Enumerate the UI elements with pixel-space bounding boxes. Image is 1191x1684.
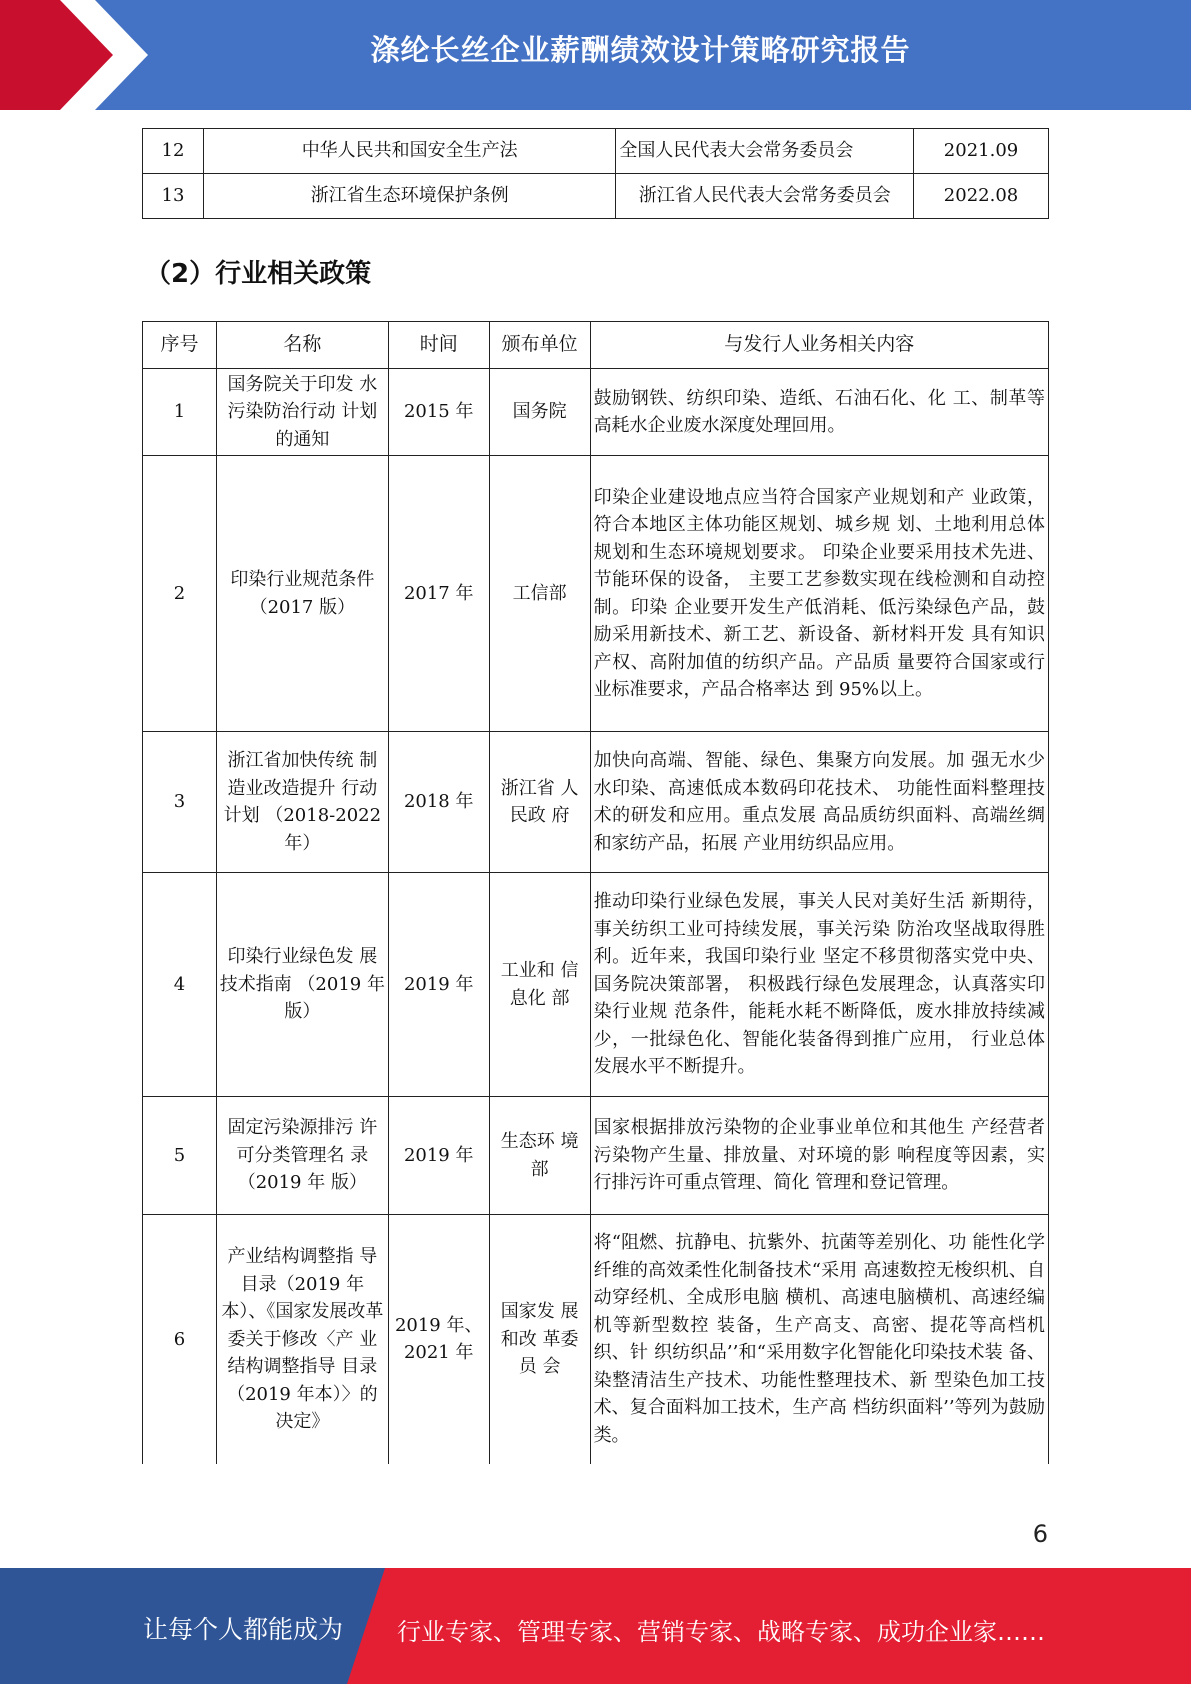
header-name: 名称 — [216, 322, 388, 369]
policy-name: 浙江省加快传统 制造业改造提升 行动计划 （2018-2022 年） — [216, 732, 388, 873]
row-number: 6 — [143, 1215, 217, 1464]
policy-time: 2017 年 — [388, 456, 489, 732]
page-footer — [0, 1568, 1191, 1684]
issuer: 全国人民代表大会常务委员会 — [616, 129, 914, 174]
policy-content: 将“阻燃、抗静电、抗紫外、抗菌等差别化、功 能性化学纤维的高效柔性化制备技术“采用 高速数控无梭织机、自动穿经机、全成形电脑 横机、高速电脑横机、高速经编机等新型数控 装备，生产高支、高密、提花等高档机织、针 织纺织品’’和“采用数字化智能化印染技术装 备、染整清洁生产技术、功能性整理技术、新 型染色加工技术、复合面料加工技术，生产高 档纺织面料’’等列为鼓励类。 — [590, 1215, 1048, 1464]
date: 2021.09 — [914, 129, 1049, 174]
header-no: 序号 — [143, 322, 217, 369]
policy-time: 2019 年 — [388, 1097, 489, 1215]
row-number: 3 — [143, 732, 217, 873]
law-table — [142, 128, 1049, 219]
policy-name: 印染行业规范条件（2017 版） — [216, 456, 388, 732]
table-row — [143, 732, 1049, 873]
table-header-row — [143, 322, 1049, 369]
row-number: 4 — [143, 873, 217, 1097]
policy-content: 推动印染行业绿色发展，事关人民对美好生活 新期待，事关纺织工业可持续发展，事关污染 防治攻坚战取得胜利。近年来，我国印染行业 坚定不移贯彻落实党中央、国务院决策部署， 积极践行绿色发展理念，认真落实印染行业规 范条件，能耗水耗不断降低，废水排放持续减 少，一批绿色化、智能化装备得到推广应用， 行业总体发展水平不断提升。 — [590, 873, 1048, 1097]
page-number: 6 — [1032, 1520, 1048, 1548]
policy-issuer: 工业和 信息化 部 — [489, 873, 590, 1097]
table-row — [143, 1215, 1049, 1464]
row-number: 13 — [143, 174, 204, 219]
policy-issuer: 浙江省 人民政 府 — [489, 732, 590, 873]
table-row — [143, 129, 1049, 174]
policy-issuer: 国家发 展和改 革委员 会 — [489, 1215, 590, 1464]
law-name: 中华人民共和国安全生产法 — [203, 129, 615, 174]
footer-slogan-right: 行业专家、管理专家、营销专家、战略专家、成功企业家…… — [397, 1618, 1045, 1646]
policy-time: 2015 年 — [388, 369, 489, 456]
row-number: 12 — [143, 129, 204, 174]
table-row — [143, 369, 1049, 456]
table-row — [143, 174, 1049, 219]
law-name: 浙江省生态环境保护条例 — [203, 174, 615, 219]
policy-time: 2019 年 — [388, 873, 489, 1097]
table-row — [143, 1097, 1049, 1215]
policy-name: 产业结构调整指 导目录（2019 年本）、《国家发展改革 委关于修改〈产 业结构调整指导 目录（2019 年本）〉的决定》 — [216, 1215, 388, 1464]
policy-name: 印染行业绿色发 展技术指南 （2019 年版） — [216, 873, 388, 1097]
policy-content: 国家根据排放污染物的企业事业单位和其他生 产经营者污染物产生量、排放量、对环境的影 响程度等因素，实行排污许可重点管理、简化 管理和登记管理。 — [590, 1097, 1048, 1215]
issuer: 浙江省人民代表大会常务委员会 — [616, 174, 914, 219]
policy-content: 印染企业建设地点应当符合国家产业规划和产 业政策，符合本地区主体功能区规划、城乡规 划、土地利用总体规划和生态环境规划要求。 印染企业要采用技术先进、节能环保的设备， 主要工艺参数实现在线检测和自动控制。印染 企业要开发生产低消耗、低污染绿色产品，鼓 励采用新技术、新工艺、新设备、新材料开发 具有知识产权、高附加值的纺织产品。产品质 量要符合国家或行业标准要求，产品合格率达 到 95%以上。 — [590, 456, 1048, 732]
policy-time: 2019 年、2021 年 — [388, 1215, 489, 1464]
chevron-arrow-icon — [0, 0, 160, 110]
policy-content: 加快向高端、智能、绿色、集聚方向发展。加 强无水少水印染、高速低成本数码印花技术、 功能性面料整理技术的研发和应用。重点发展 高品质纺织面料、高端丝绸和家纺产品，拓展 产业用纺织品应用。 — [590, 732, 1048, 873]
footer-slogan-left: 让每个人都能成为 — [143, 1615, 344, 1644]
row-number: 1 — [143, 369, 217, 456]
policy-issuer: 生态环 境部 — [489, 1097, 590, 1215]
row-number: 2 — [143, 456, 217, 732]
row-number: 5 — [143, 1097, 217, 1215]
header-content: 与发行人业务相关内容 — [590, 322, 1048, 369]
policy-time: 2018 年 — [388, 732, 489, 873]
table-row — [143, 456, 1049, 732]
policy-name: 国务院关于印发 水污染防治行动 计划的通知 — [216, 369, 388, 456]
policy-table — [142, 321, 1049, 1464]
policy-content: 鼓励钢铁、纺织印染、造纸、石油石化、化 工、制革等高耗水企业废水深度处理回用。 — [590, 369, 1048, 456]
section-heading: （2）行业相关政策 — [145, 259, 372, 289]
policy-issuer: 工信部 — [489, 456, 590, 732]
header-issuer: 颁布单位 — [489, 322, 590, 369]
policy-issuer: 国务院 — [489, 369, 590, 456]
table-row — [143, 873, 1049, 1097]
date: 2022.08 — [914, 174, 1049, 219]
policy-name: 固定污染源排污 许可分类管理名 录（2019 年 版） — [216, 1097, 388, 1215]
report-title: 涤纶长丝企业薪酬绩效设计策略研究报告 — [370, 33, 911, 67]
page-header — [0, 0, 1191, 110]
header-time: 时间 — [388, 322, 489, 369]
